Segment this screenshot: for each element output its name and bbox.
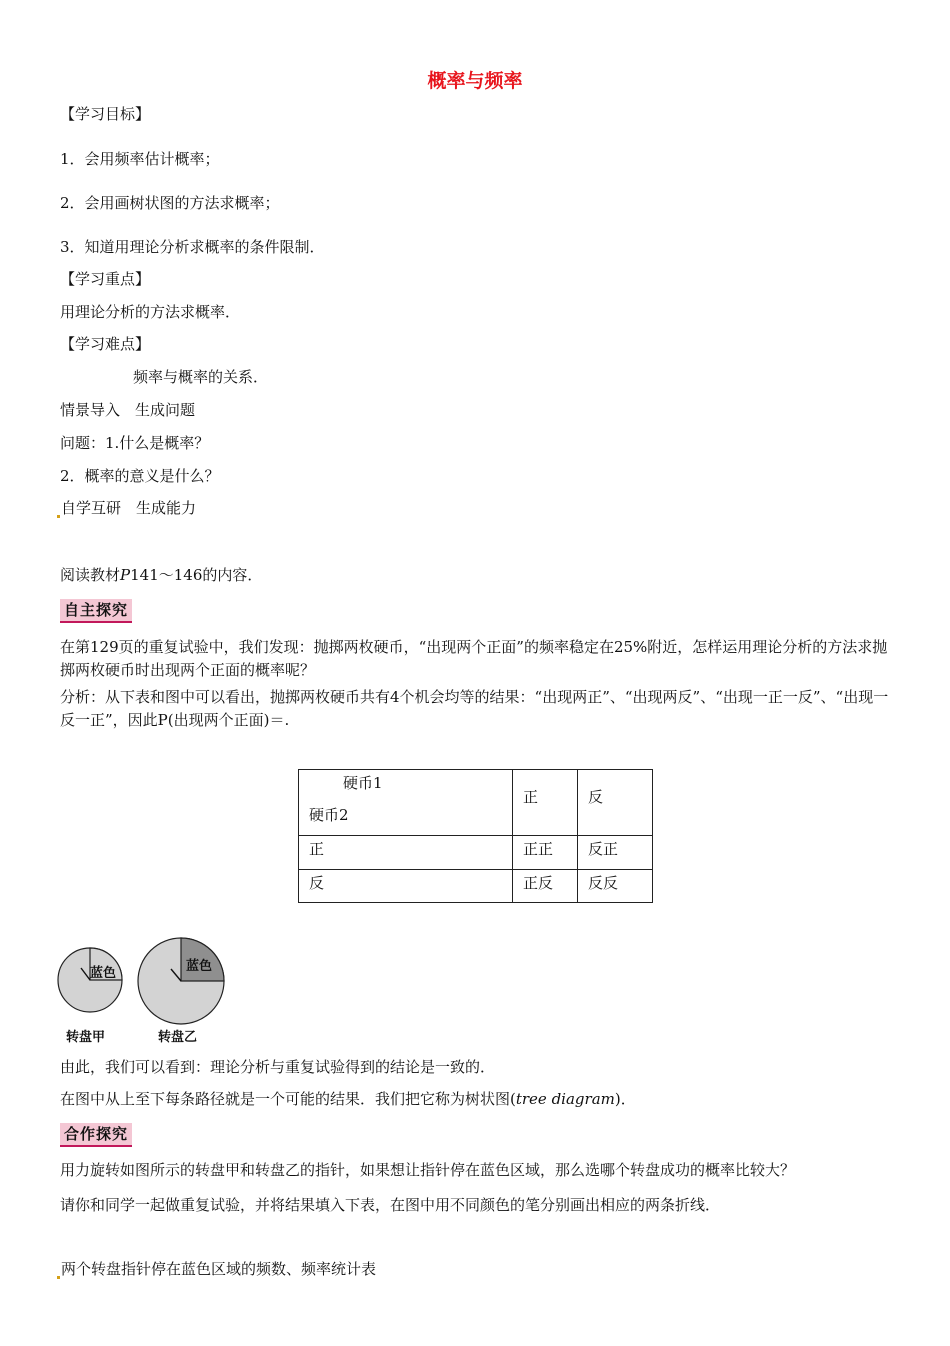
analysis-paragraph: 分析：从下表和图中可以看出，抛掷两枚硬币共有4个机会均等的结果：“出现两正”、“出现两反”、“出现一正一反”、“出现一反一正”，因此P(出现两个正面)＝. bbox=[60, 688, 889, 729]
col-head-tails: 反 bbox=[578, 770, 653, 836]
page-title: 概率与频率 bbox=[427, 70, 523, 92]
objective-3: 3．知道用理论分析求概率的条件限制． bbox=[60, 238, 325, 256]
spinner-a-region-label: 蓝色 bbox=[90, 966, 117, 981]
table-cell: 反反 bbox=[578, 870, 653, 903]
row-label: 正 bbox=[299, 836, 513, 870]
table-cell: 反正 bbox=[578, 836, 653, 870]
table-cell: 正反 bbox=[513, 870, 578, 903]
objective-2: 2．会用画树状图的方法求概率； bbox=[60, 194, 280, 212]
header-coin2: 硬币2 bbox=[309, 806, 349, 824]
table-corner-header bbox=[299, 770, 513, 836]
key-text: 用理论分析的方法求概率． bbox=[60, 303, 241, 321]
table-row bbox=[299, 870, 653, 903]
spinner-b bbox=[136, 936, 226, 1026]
table-row bbox=[299, 836, 653, 870]
table-cell: 正正 bbox=[513, 836, 578, 870]
difficulty-text: 频率与概率的关系． bbox=[133, 368, 269, 386]
cooperative-explore-badge: 合作探究 bbox=[60, 1123, 132, 1147]
marker-dot bbox=[57, 1276, 60, 1279]
key-heading: 【学习重点】 bbox=[60, 270, 151, 288]
table-caption: 两个转盘指针停在蓝色区域的频数、频率统计表 bbox=[57, 1259, 376, 1279]
objective-1: 1．会用频率估计概率； bbox=[60, 150, 220, 168]
conclusion-1: 由此，我们可以看到：理论分析与重复试验得到的结论是一致的． bbox=[60, 1058, 496, 1076]
row-label: 反 bbox=[299, 870, 513, 903]
self-explore-badge: 自主探究 bbox=[60, 599, 132, 623]
conclusion-2: 在图中从上至下每条路径就是一个可能的结果．我们把它称为树状图(tree diagram)． bbox=[60, 1090, 636, 1108]
reading-line: 阅读教材P141～146的内容． bbox=[60, 566, 263, 584]
header-coin1: 硬币1 bbox=[343, 774, 383, 792]
question-1: 问题：1.什么是概率？ bbox=[60, 434, 210, 452]
intro-heading: 情景导入 生成问题 bbox=[60, 401, 196, 419]
coin-outcome-table bbox=[298, 769, 653, 903]
col-head-heads: 正 bbox=[513, 770, 578, 836]
marker-dot bbox=[57, 515, 60, 518]
self-study-heading: 自学互研 生成能力 bbox=[57, 498, 196, 518]
cooperation-line-1: 用力旋转如图所示的转盘甲和转盘乙的指针，如果想让指针停在蓝色区域，那么选哪个转盘成功的概率比较大？ bbox=[60, 1161, 796, 1179]
explore-paragraph: 在第129页的重复试验中，我们发现：抛掷两枚硬币，“出现两个正面”的频率稳定在25%附近，怎样运用理论分析的方法求抛掷两枚硬币时出现两个正面的概率呢？ bbox=[60, 638, 888, 679]
question-2: 2．概率的意义是什么？ bbox=[60, 467, 220, 485]
spinner-b-label: 转盘乙 bbox=[158, 1030, 198, 1045]
objectives-heading: 【学习目标】 bbox=[60, 105, 151, 123]
spinner-b-region-label: 蓝色 bbox=[186, 959, 213, 974]
spinner-a-label: 转盘甲 bbox=[66, 1030, 106, 1045]
cooperation-line-2: 请你和同学一起做重复试验，并将结果填入下表，在图中用不同颜色的笔分别画出相应的两条折线． bbox=[60, 1196, 721, 1214]
difficulty-heading: 【学习难点】 bbox=[60, 335, 151, 353]
